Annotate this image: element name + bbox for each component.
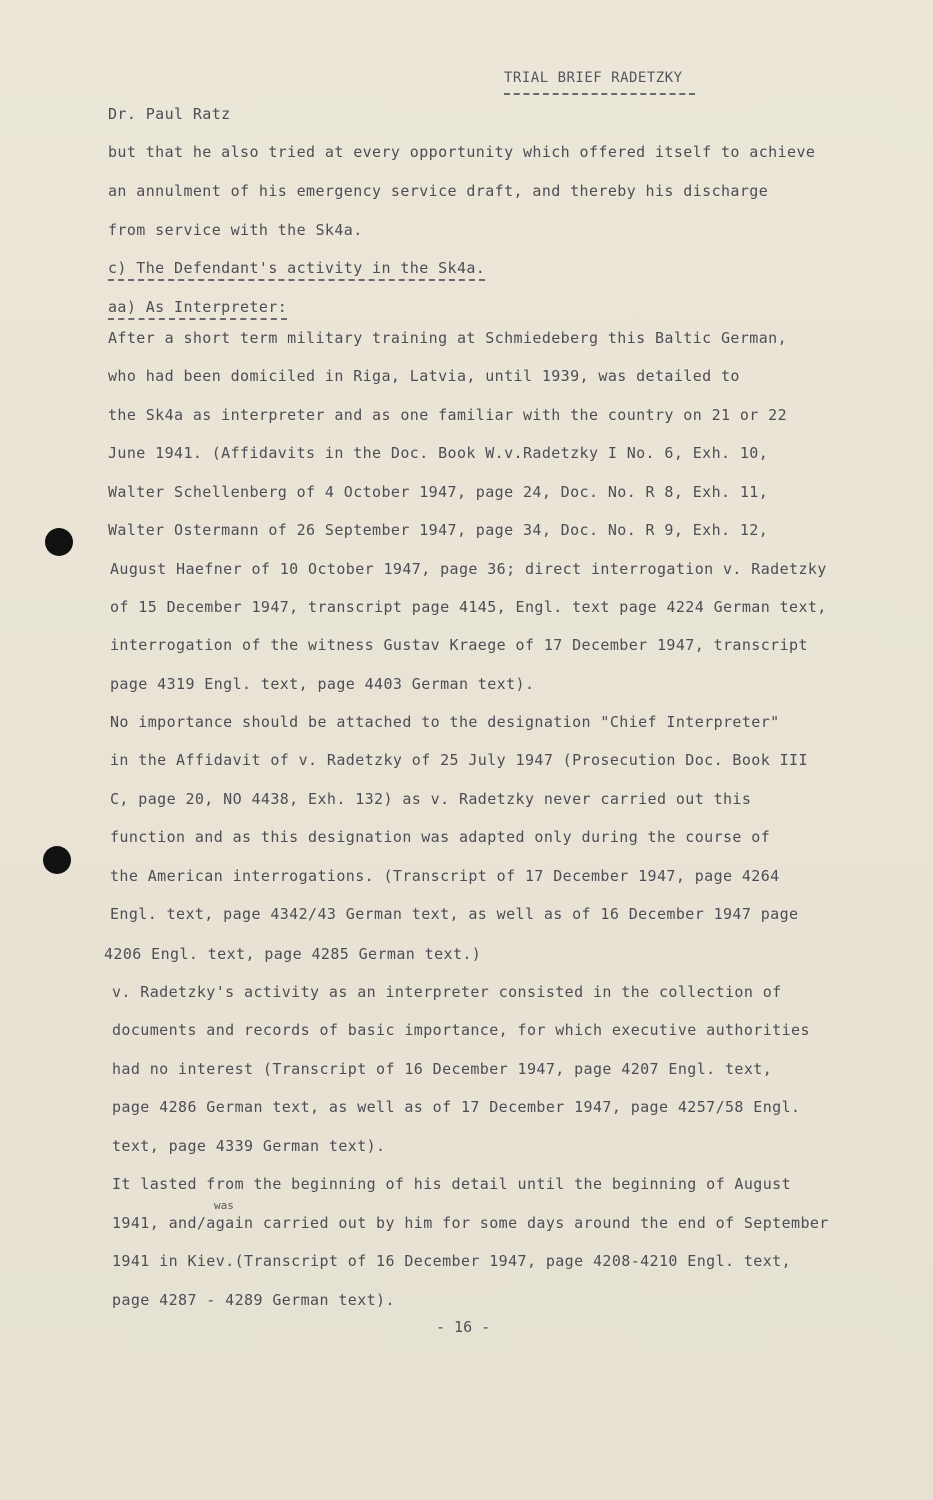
text-line: After a short term military training at Schmiedeberg this Baltic German, xyxy=(108,329,788,347)
handwritten-insert: was xyxy=(214,1199,234,1212)
text-line: 1941, and/again carried out by him for some days around the end of September xyxy=(112,1214,829,1232)
text-line: June 1941. (Affidavits in the Doc. Book W.v.Radetzky I No. 6, Exh. 10, xyxy=(108,444,769,462)
section-heading-c xyxy=(108,259,485,277)
text-line: C, page 20, NO 4438, Exh. 132) as v. Radetzky never carried out this xyxy=(110,790,752,808)
text-line: August Haefner of 10 October 1947, page 36; direct interrogation v. Radetzky xyxy=(110,560,827,578)
text-line: 1941 in Kiev.(Transcript of 16 December 1947, page 4208-4210 Engl. text, xyxy=(112,1252,792,1270)
header-underline xyxy=(504,93,695,95)
text-line: from service with the Sk4a. xyxy=(108,221,363,239)
text-line: Walter Schellenberg of 4 October 1947, page 24, Doc. No. R 8, Exh. 11, xyxy=(108,483,769,501)
text-line: v. Radetzky's activity as an interpreter consisted in the collection of xyxy=(112,983,782,1001)
text-line: page 4319 Engl. text, page 4403 German text). xyxy=(110,675,535,693)
section-heading-c-text: c) The Defendant's activity in the Sk4a. xyxy=(108,259,485,281)
text-line: page 4286 German text, as well as of 17 December 1947, page 4257/58 Engl. xyxy=(112,1098,801,1116)
text-line: documents and records of basic importance, for which executive authorities xyxy=(112,1021,810,1039)
section-heading-aa-text: aa) As Interpreter: xyxy=(108,298,287,320)
attorney-name: Dr. Paul Ratz xyxy=(108,105,231,123)
text-line: but that he also tried at every opportunity which offered itself to achieve xyxy=(108,143,816,161)
text-line: the American interrogations. (Transcript of 17 December 1947, page 4264 xyxy=(110,867,780,885)
text-line: an annulment of his emergency service draft, and thereby his discharge xyxy=(108,182,769,200)
text-line: interrogation of the witness Gustav Kraege of 17 December 1947, transcript xyxy=(110,636,808,654)
text-line: who had been domiciled in Riga, Latvia, until 1939, was detailed to xyxy=(108,367,740,385)
text-line: had no interest (Transcript of 16 December 1947, page 4207 Engl. text, xyxy=(112,1060,773,1078)
text-line: page 4287 - 4289 German text). xyxy=(112,1291,395,1309)
text-line: No importance should be attached to the designation "Chief Interpreter" xyxy=(110,713,780,731)
text-line: in the Affidavit of v. Radetzky of 25 July 1947 (Prosecution Doc. Book III xyxy=(110,751,808,769)
text-line: text, page 4339 German text). xyxy=(112,1137,386,1155)
text-line: It lasted from the beginning of his detail until the beginning of August xyxy=(112,1175,792,1193)
text-line: 4206 Engl. text, page 4285 German text.) xyxy=(104,945,482,963)
punch-hole-lower xyxy=(43,846,71,874)
document-header: TRIAL BRIEF RADETZKY xyxy=(504,70,683,86)
text-line: the Sk4a as interpreter and as one familiar with the country on 21 or 22 xyxy=(108,406,788,424)
text-line: Walter Ostermann of 26 September 1947, page 34, Doc. No. R 9, Exh. 12, xyxy=(108,521,769,539)
text-line: function and as this designation was adapted only during the course of xyxy=(110,828,771,846)
text-line: Engl. text, page 4342/43 German text, as well as of 16 December 1947 page xyxy=(110,905,799,923)
page-number: - 16 - xyxy=(436,1318,491,1336)
section-heading-aa xyxy=(108,298,287,316)
text-line: of 15 December 1947, transcript page 4145, Engl. text page 4224 German text, xyxy=(110,598,827,616)
punch-hole-upper xyxy=(45,528,73,556)
